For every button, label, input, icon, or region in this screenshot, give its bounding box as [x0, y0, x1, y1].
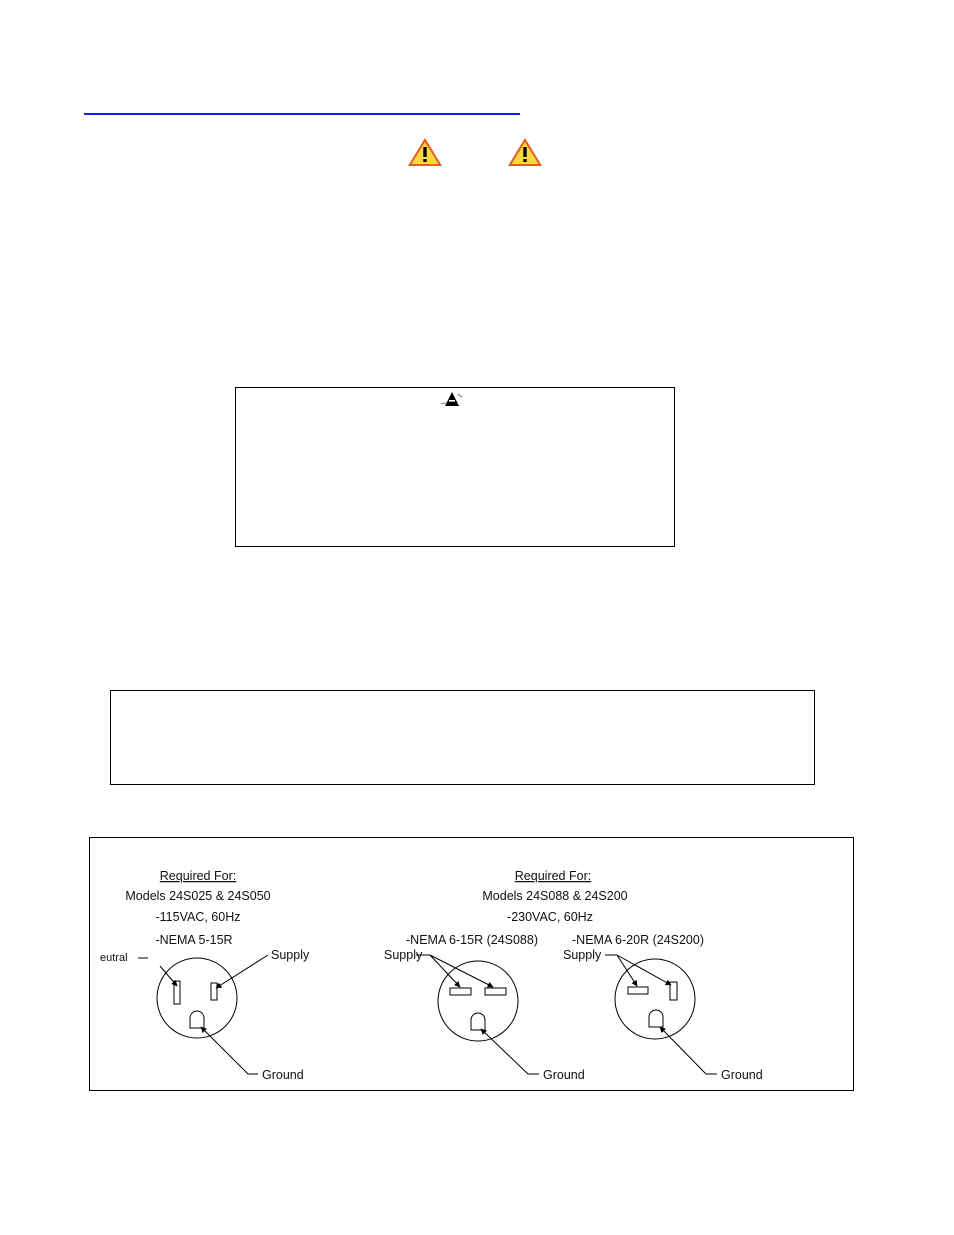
outlet-a-ground-leader: [481, 1029, 539, 1074]
warning-triangle-icon: [507, 137, 543, 167]
left-models: Models 24S025 & 24S050: [125, 889, 271, 903]
ground-slot: [190, 1011, 204, 1028]
left-neutral-label: eutral: [100, 952, 128, 964]
outlet-a-supply-label: Supply: [384, 948, 423, 962]
left-supply-label: Supply: [271, 948, 310, 962]
outlet-b-nema: -NEMA 6-20R (24S200): [572, 933, 705, 947]
right-voltage: -230VAC, 60Hz: [507, 910, 593, 924]
left-nema: -NEMA 5-15R: [155, 933, 233, 947]
outlet-a-supply-leader-1: [430, 955, 460, 987]
caution-box: [235, 387, 675, 547]
outlet-a-ground-label: Ground: [543, 1068, 585, 1082]
outlet-a-ground-slot: [471, 1013, 485, 1030]
small-warning-icon: [441, 391, 463, 407]
left-voltage: -115VAC, 60Hz: [155, 910, 241, 924]
outlet-6-15r: [438, 961, 518, 1041]
outlet-a-supply-slot-2: [485, 988, 506, 995]
supply-leader: [216, 955, 268, 988]
outlet-a-supply-leader-2: [430, 955, 493, 987]
outlet-a-nema: -NEMA 6-15R (24S088): [406, 933, 539, 947]
outlet-5-15r: [157, 958, 237, 1038]
ground-leader: [201, 1027, 258, 1074]
receptacle-figure: [89, 837, 854, 1091]
outlet-b-supply-slot-horizontal: [628, 987, 648, 994]
left-ground-label: Ground: [262, 1068, 304, 1082]
outlet-b-supply-label: Supply: [563, 948, 602, 962]
left-heading: Required For:: [159, 869, 237, 883]
right-models: Models 24S088 & 24S200: [482, 889, 628, 903]
outlet-b-ground-label: Ground: [721, 1068, 763, 1082]
outlet-b-ground-slot: [649, 1010, 663, 1027]
right-heading: Required For:: [514, 869, 592, 883]
supply-slot: [211, 983, 217, 1000]
header-rule: [84, 113, 520, 115]
warning-triangle-icon: [407, 137, 443, 167]
outlet-a-supply-slot-1: [450, 988, 471, 995]
neutral-leader: [160, 966, 177, 986]
note-box: [110, 690, 815, 785]
outlet-b-ground-leader: [660, 1027, 717, 1074]
neutral-slot: [174, 981, 180, 1004]
receptacle-diagram: [90, 838, 853, 1090]
outlet-b-supply-leader-1: [617, 955, 637, 986]
